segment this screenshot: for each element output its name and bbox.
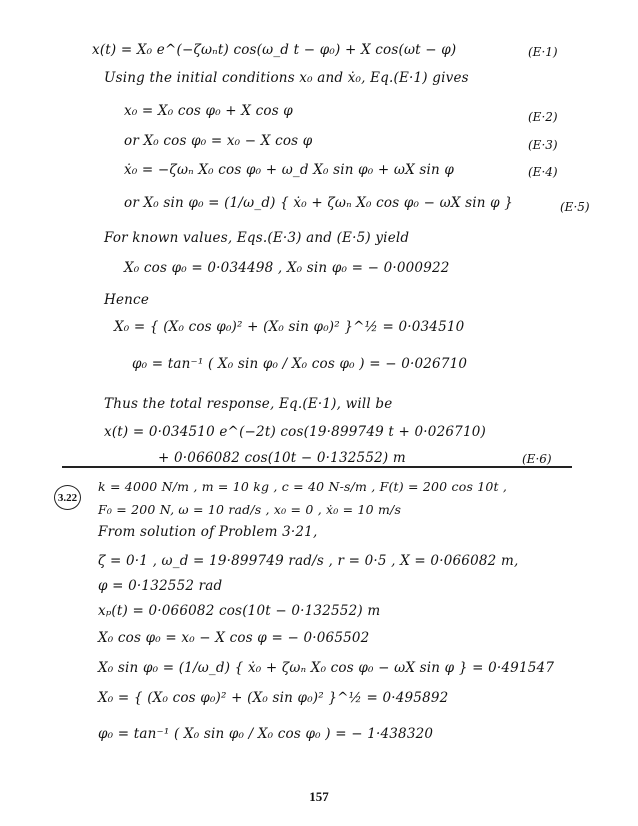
equation-line: X₀ cos φ₀ = 0·034498 , X₀ sin φ₀ = − 0·000922 [124, 260, 450, 276]
equation-line: X₀ sin φ₀ = (1/ω_d) { ẋ₀ + ζωₙ X₀ cos φ₀ − ωX sin φ } = 0·491547 [98, 660, 555, 676]
page-number: 157 [309, 789, 329, 804]
equation-line: xₚ(t) = 0·066082 cos(10t − 0·132552) m [98, 603, 381, 619]
text-line: Thus the total response, Eq.(E·1), will be [104, 396, 393, 412]
equation-line: + 0·066082 cos(10t − 0·132552) m [158, 450, 406, 466]
equation-tag: (E·5) [560, 200, 590, 214]
equation-line: ẋ₀ = −ζωₙ X₀ cos φ₀ + ω_d X₀ sin φ₀ + ωX sin φ [124, 162, 455, 178]
equation-line: or X₀ cos φ₀ = x₀ − X cos φ [124, 133, 313, 149]
text-line: From solution of Problem 3·21, [98, 524, 318, 540]
equation-tag: (E·4) [528, 165, 558, 179]
equation-line: F₀ = 200 N, ω = 10 rad/s , x₀ = 0 , ẋ₀ = 10 m/s [98, 502, 402, 517]
equation-line: x(t) = X₀ e^(−ζωₙt) cos(ω_d t − φ₀) + X cos(ωt − φ) [92, 42, 457, 58]
equation-line: x(t) = 0·034510 e^(−2t) cos(19·899749 t + 0·026710) [104, 424, 487, 440]
section-divider [62, 466, 572, 468]
equation-line: X₀ cos φ₀ = x₀ − X cos φ = − 0·065502 [98, 630, 370, 646]
text-line: For known values, Eqs.(E·3) and (E·5) yield [104, 230, 410, 246]
equation-line: X₀ = { (X₀ cos φ₀)² + (X₀ sin φ₀)² }^½ = 0·034510 [114, 319, 465, 335]
equation-line: or X₀ sin φ₀ = (1/ω_d) { ẋ₀ + ζωₙ X₀ cos φ₀ − ωX sin φ } [124, 195, 514, 211]
equation-line: X₀ = { (X₀ cos φ₀)² + (X₀ sin φ₀)² }^½ = 0·495892 [98, 690, 449, 706]
text-line: Using the initial conditions x₀ and ẋ₀, Eq.(E·1) gives [104, 70, 469, 86]
problem-number-badge: 3.22 [54, 485, 81, 510]
equation-tag: (E·3) [528, 138, 558, 152]
equation-line: φ = 0·132552 rad [98, 578, 223, 594]
equation-line: φ₀ = tan⁻¹ ( X₀ sin φ₀ / X₀ cos φ₀ ) = − 0·026710 [132, 356, 468, 372]
equation-line: x₀ = X₀ cos φ₀ + X cos φ [124, 103, 293, 119]
text-line: Hence [104, 292, 150, 308]
equation-line: ζ = 0·1 , ω_d = 19·899749 rad/s , r = 0·5 , X = 0·066082 m, [98, 553, 519, 569]
equation-line: k = 4000 N/m , m = 10 kg , c = 40 N-s/m , F(t) = 200 cos 10t , [98, 479, 508, 494]
equation-line: φ₀ = tan⁻¹ ( X₀ sin φ₀ / X₀ cos φ₀ ) = − 1·438320 [98, 726, 434, 742]
equation-tag: (E·2) [528, 110, 558, 124]
equation-tag: (E·6) [522, 452, 552, 466]
equation-tag: (E·1) [528, 45, 558, 59]
